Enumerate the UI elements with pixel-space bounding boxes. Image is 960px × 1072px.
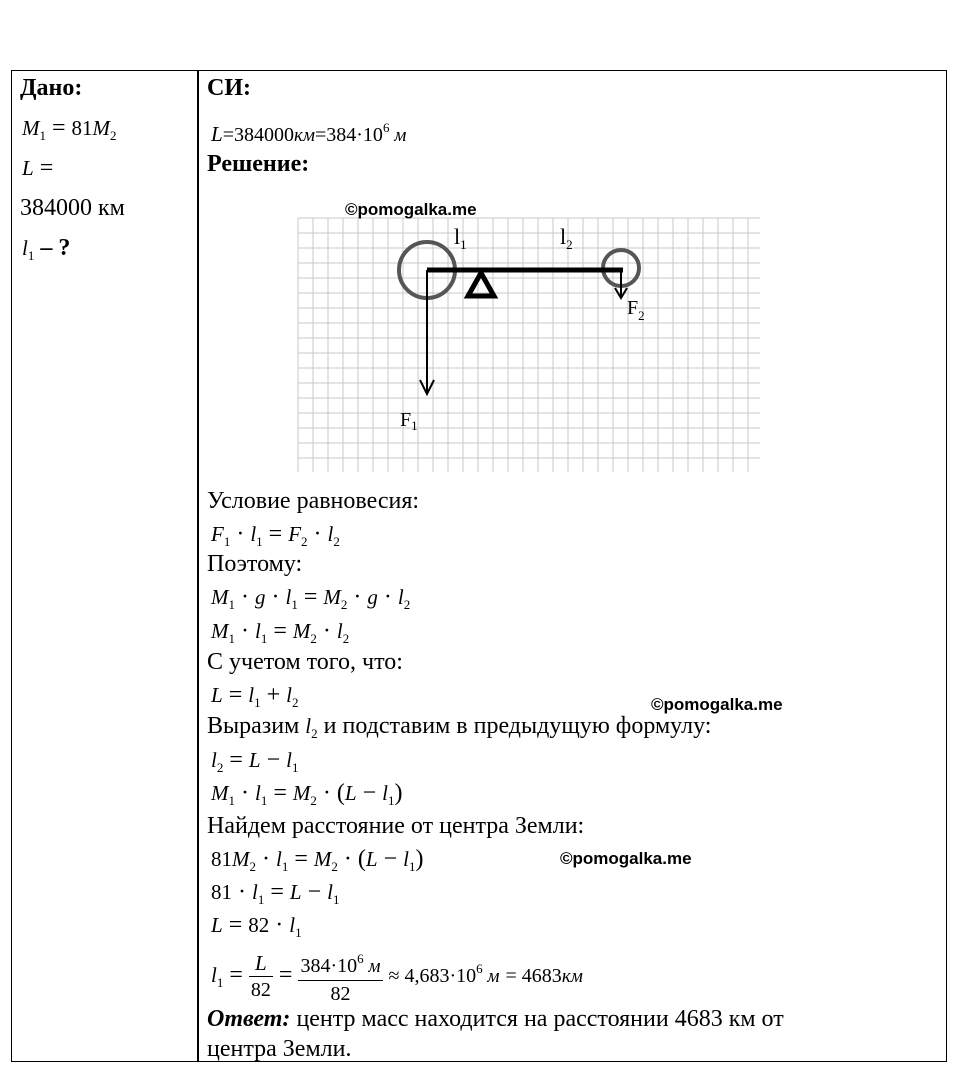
given-distance-symbol: L =	[22, 155, 54, 181]
fraction-value: $\frac{384\cdot 10^6 м}{82}$	[300, 951, 381, 1005]
given-distance-value: 384000 км	[20, 195, 125, 221]
formula-81-mass: $81M_2 \cdot l_1 = M_2 \cdot (L - l_1)$	[211, 846, 424, 874]
formula-mass-arm: $M_1 \cdot l_1 = M_2 \cdot l_2$	[211, 618, 350, 646]
formula-mass-gravity: $M_1 \cdot g \cdot l_1 = M_2 \cdot g \cdot l_2$	[211, 584, 411, 612]
therefore-label: Поэтому:	[207, 551, 303, 577]
label-f2: $F_2$	[627, 297, 645, 323]
find-distance-label: Найдем расстояние от центра Земли:	[207, 813, 585, 839]
grid-background	[298, 218, 760, 472]
formula-l2: $l_2 = L - l_1$	[211, 747, 299, 775]
label-l1: $l_1$	[454, 224, 467, 252]
column-divider	[197, 70, 199, 1062]
given-heading: Дано:	[20, 75, 83, 101]
label-f1: $F_1$	[400, 409, 418, 433]
si-heading: СИ:	[207, 75, 251, 101]
formula-final-fraction: $l_1$ = $\frac{L}{82}$ = $\frac{384\cdot 10^6 м}{82}$ ≈ $4,683\cdot 10^6$ м = 4683км	[211, 946, 583, 1007]
watermark: ©pomogalka.me	[560, 849, 692, 868]
given-unknown: $l_1$ – ?	[22, 235, 71, 263]
label-l2: $l_2$	[560, 224, 573, 252]
given-mass-relation: $M_1 = 81M_2$	[22, 115, 117, 143]
formula-82-arm: $L = 82 \cdot l_1$	[211, 912, 302, 940]
formula-substituted: $M_1 \cdot l_1 = M_2 \cdot (L - l_1)$	[211, 780, 403, 808]
formula-81-arm: $81 \cdot l_1 = L - l_1$	[211, 879, 340, 907]
answer-line-1: Ответ: центр масс находится на расстоянии 4683 км от	[207, 1006, 784, 1032]
fraction-l-over-82: $\frac{L}{82}$	[250, 951, 271, 1001]
answer-line-2: центра Земли.	[207, 1036, 352, 1062]
si-conversion: $L=384000км=384\cdot 10^6$ м	[211, 120, 407, 146]
express-line: Выразим $l_2$ и подставим в предыдущую формулу:	[207, 713, 712, 741]
watermark: ©pomogalka.me	[651, 695, 783, 714]
equilibrium-label: Условие равновесия:	[207, 488, 420, 514]
solution-heading: Решение:	[207, 151, 310, 177]
formula-total-length: $L = l_1 + l_2$	[211, 682, 299, 710]
formula-equilibrium: $F_1 \cdot l_1 = F_2 \cdot l_2$	[211, 521, 340, 549]
watermark: ©pomogalka.me	[345, 200, 477, 219]
lever-diagram	[290, 210, 770, 475]
considering-label: С учетом того, что:	[207, 649, 403, 675]
